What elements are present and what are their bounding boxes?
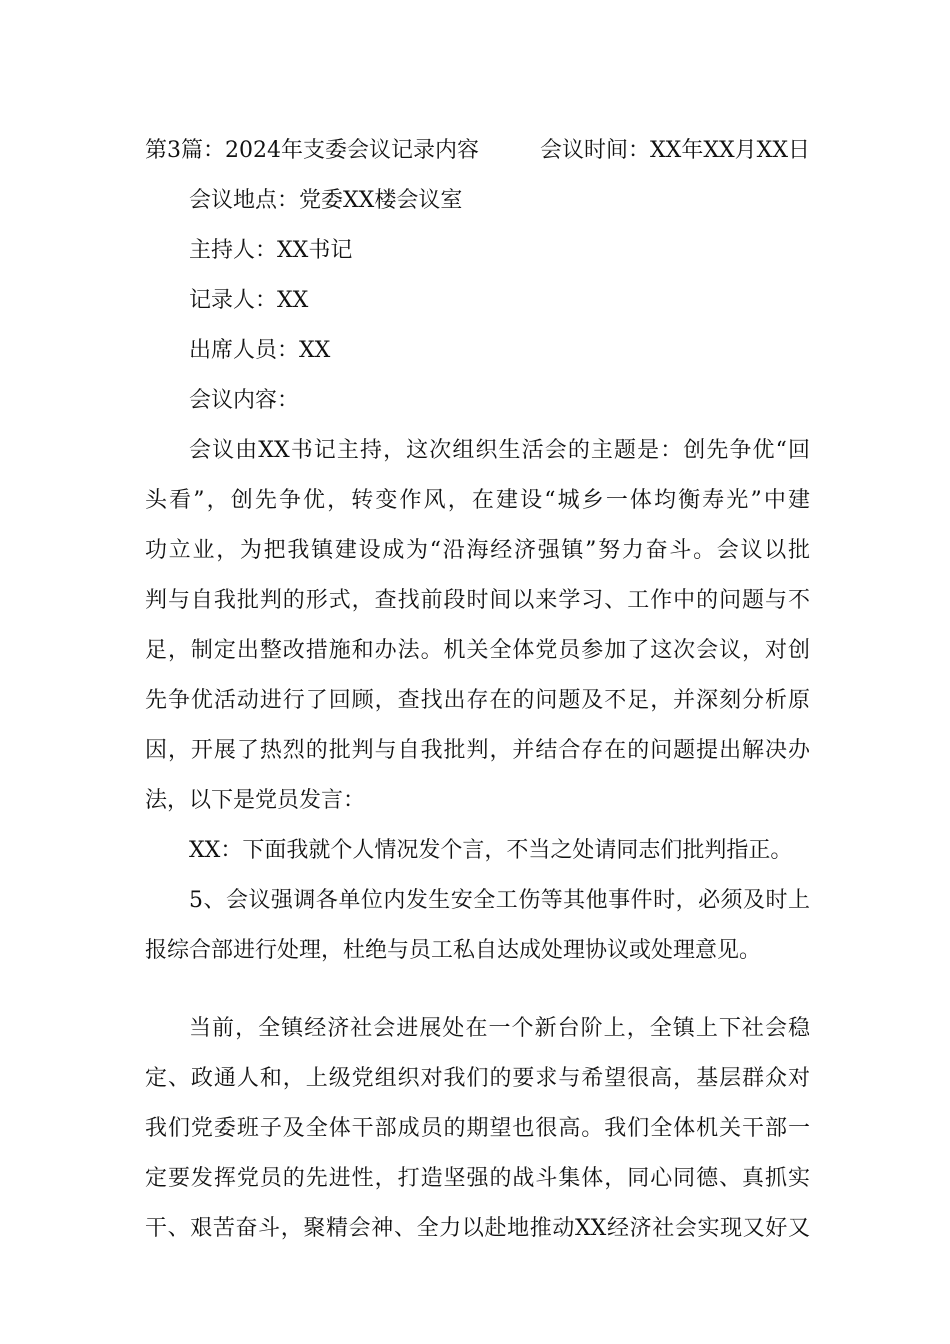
paragraph-line: 干、艰苦奋斗，聚精会神、全力以赴地推动XX经济社会实现又好又 bbox=[145, 1216, 810, 1241]
paragraph-line: 5、会议强调各单位内发生安全工伤等其他事件时，必须及时上 bbox=[189, 888, 810, 913]
meeting-location: 会议地点：党委XX楼会议室 bbox=[189, 188, 463, 213]
paragraph-line: 头看”，创先争优，转变作风，在建设“城乡一体均衡寿光”中建 bbox=[145, 488, 810, 513]
paragraph-line: 法，以下是党员发言： bbox=[145, 788, 366, 813]
paragraph-line: 会议由XX书记主持，这次组织生活会的主题是：创先争优“回 bbox=[189, 438, 810, 463]
paragraph-line: 定、政通人和，上级党组织对我们的要求与希望很高，基层群众对 bbox=[145, 1066, 810, 1091]
paragraph-line: XX：下面我就个人情况发个言，不当之处请同志们批判指正。 bbox=[189, 838, 793, 863]
paragraph-line: 判与自我批判的形式，查找前段时间以来学习、工作中的问题与不 bbox=[145, 588, 810, 613]
paragraph-line: 因，开展了热烈的批判与自我批判，并结合存在的问题提出解决办 bbox=[145, 738, 810, 763]
meeting-host: 主持人：XX书记 bbox=[189, 238, 353, 263]
meeting-content-label: 会议内容： bbox=[189, 388, 300, 413]
paragraph-line: 足，制定出整改措施和办法。机关全体党员参加了这次会议，对创 bbox=[145, 638, 810, 663]
paragraph-line: 我们党委班子及全体干部成员的期望也很高。我们全体机关干部一 bbox=[145, 1116, 810, 1141]
meeting-attendees: 出席人员：XX bbox=[189, 338, 331, 363]
meeting-recorder: 记录人：XX bbox=[189, 288, 309, 313]
meeting-time: 会议时间：XX年XX月XX日 bbox=[540, 138, 810, 163]
document-title: 第3篇：2024年支委会议记录内容 bbox=[145, 138, 479, 163]
paragraph-line: 报综合部进行处理，杜绝与员工私自达成处理协议或处理意见。 bbox=[145, 938, 762, 963]
document-heading bbox=[145, 136, 810, 166]
paragraph-line: 当前，全镇经济社会进展处在一个新台阶上，全镇上下社会稳 bbox=[189, 1016, 810, 1041]
paragraph-line: 功立业，为把我镇建设成为“沿海经济强镇”努力奋斗。会议以批 bbox=[145, 538, 810, 563]
paragraph-line: 定要发挥党员的先进性，打造坚强的战斗集体，同心同德、真抓实 bbox=[145, 1166, 810, 1191]
paragraph-line: 先争优活动进行了回顾，查找出存在的问题及不足，并深刻分析原 bbox=[145, 688, 810, 713]
